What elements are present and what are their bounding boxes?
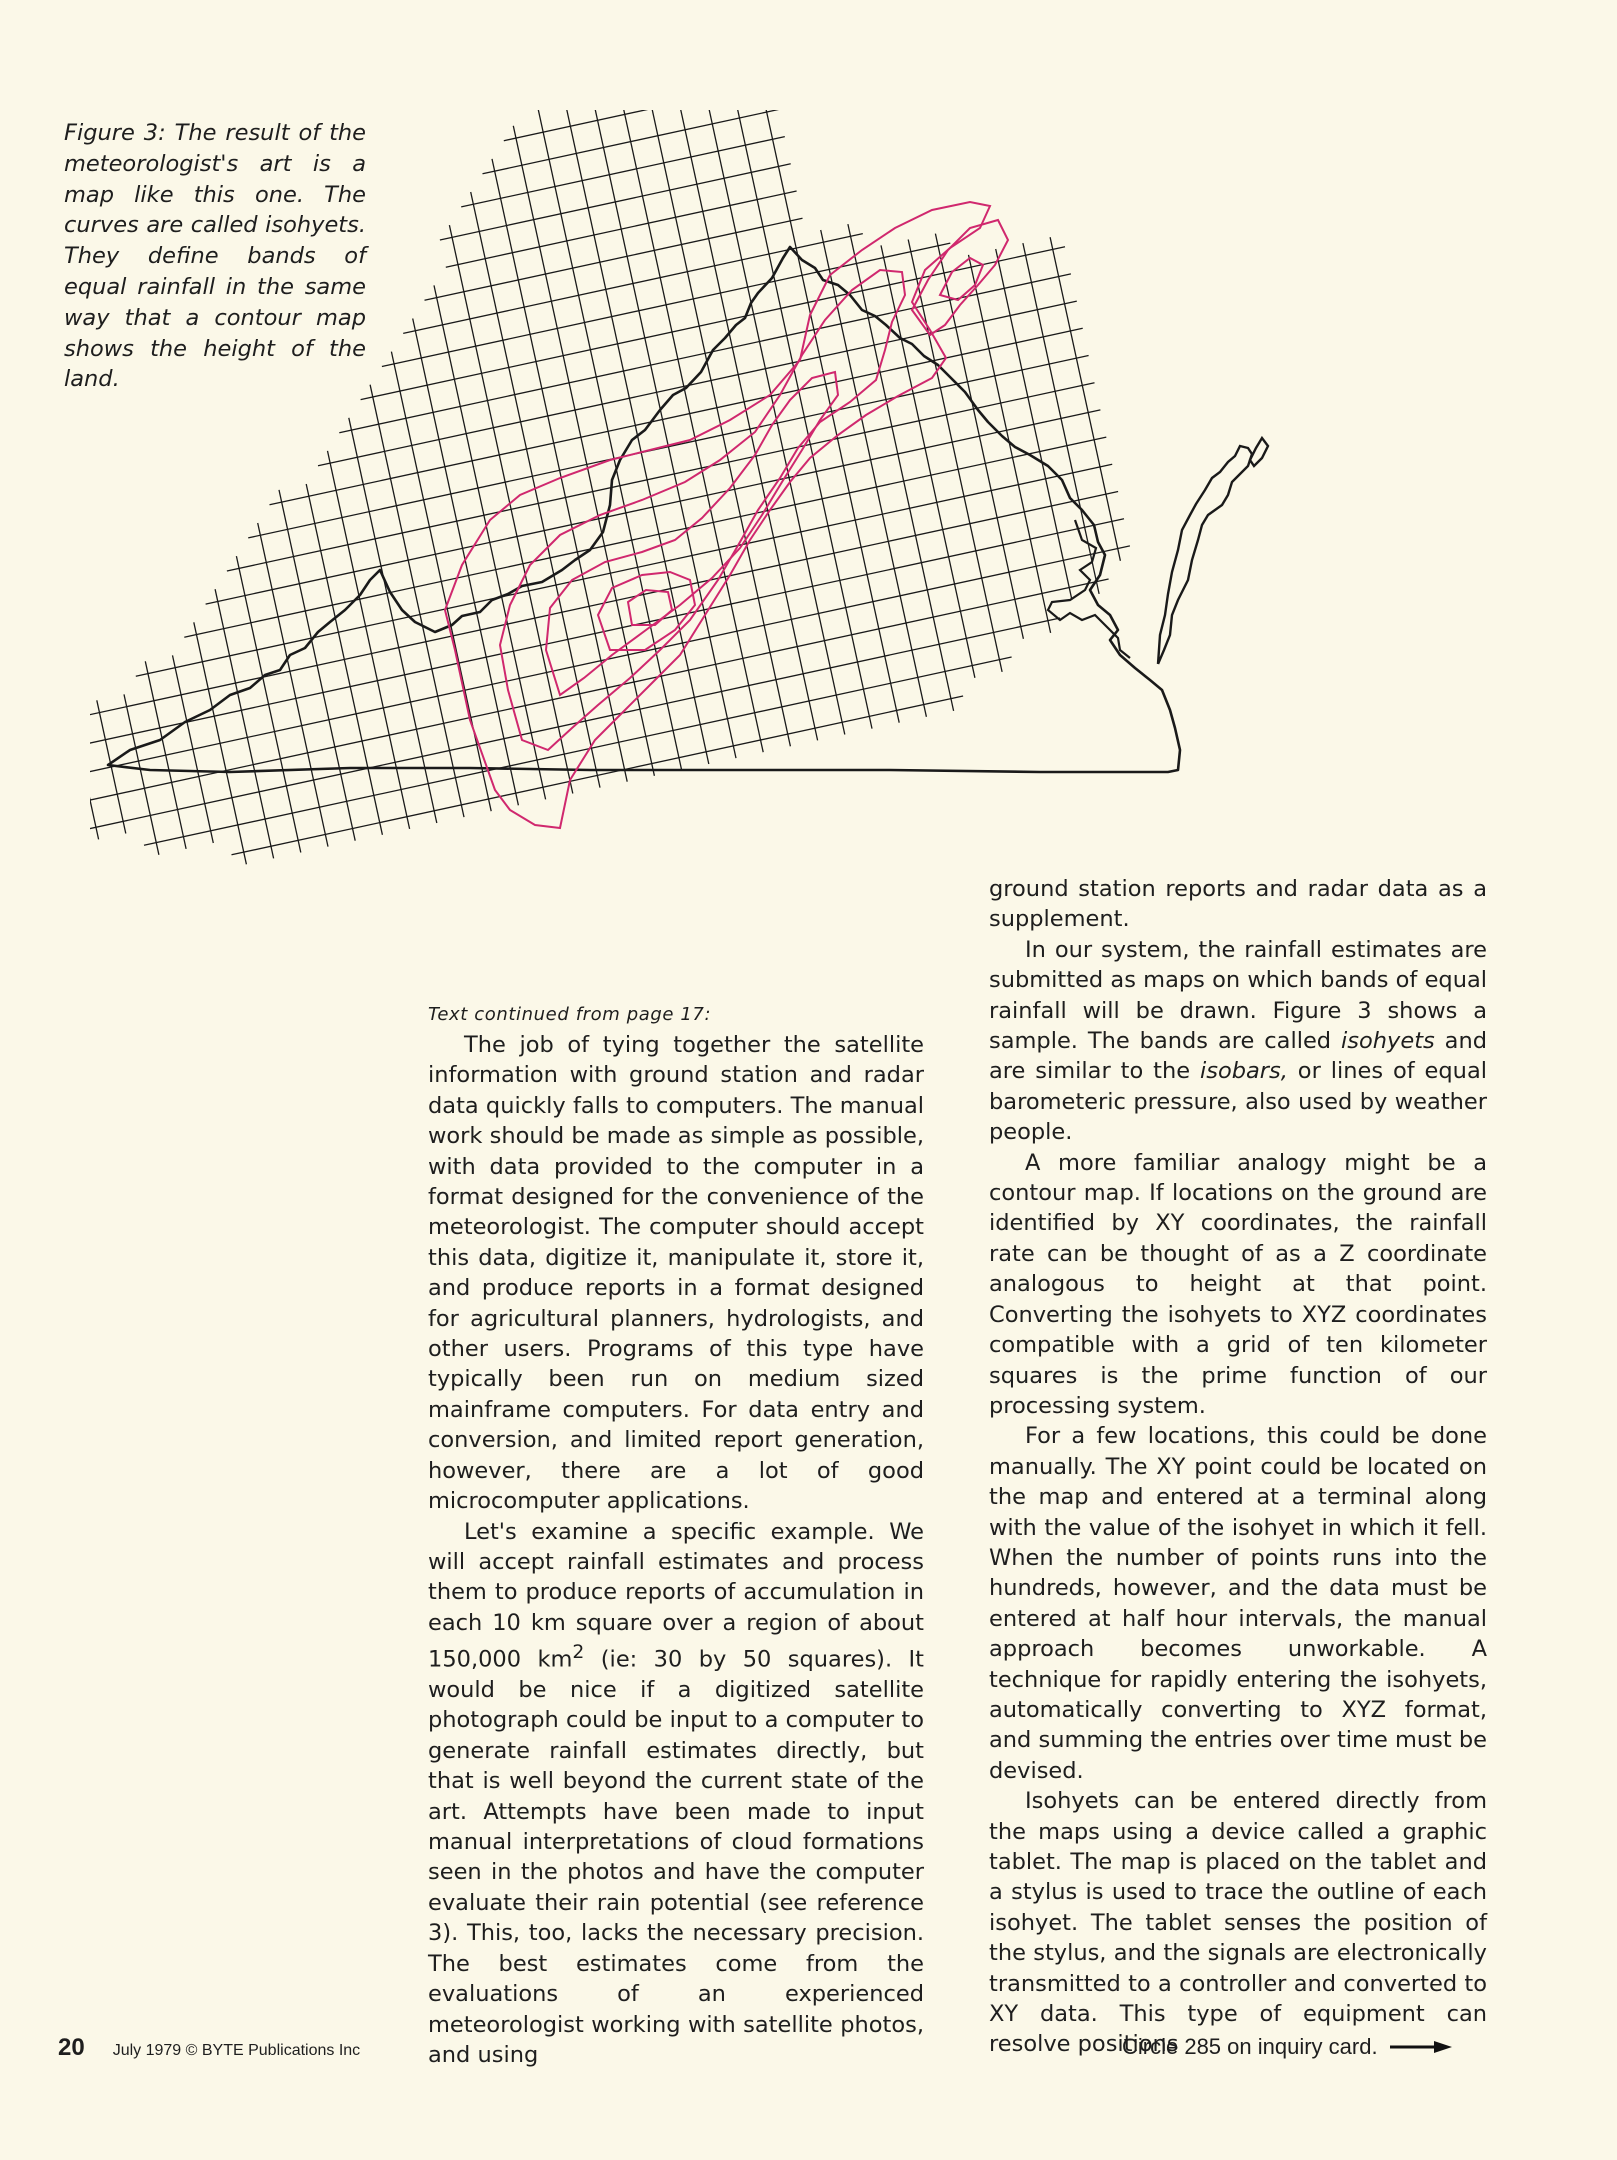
- isohyet-ne-band: [912, 220, 1008, 335]
- inquiry-text: Circle 285 on inquiry card.: [1122, 2034, 1378, 2059]
- continued-note: Text continued from page 17:: [428, 1004, 712, 1025]
- isohyet-contours: [445, 202, 1008, 828]
- page-footer: [58, 2034, 360, 2064]
- paragraph: [428, 1517, 924, 2071]
- text-column-2: [989, 874, 1487, 2060]
- text-run: Let's examine a specific example. We will accept rainfall estimates and process them to produce reports of accumulation in each 10 km square over a region of about 150,000 km: [428, 1518, 924, 1673]
- grid-line: [90, 519, 1124, 749]
- grid-line: [461, 137, 785, 207]
- text-column-1: [428, 1000, 924, 2070]
- grid-line: [403, 234, 863, 334]
- text-run: and are similar to the: [989, 1028, 1488, 1085]
- grid-line: [258, 523, 328, 847]
- paragraph: The job of tying together the satellite information with ground station and radar data quickly falls to computers. The manual work should be made as simple as possible, with data provided to the computer in a format designed for the convenience of the meteorologist. The computer should accept this data, digitize it, manipulate it, store it, and produce reports in a format designed for agricultural planners, hydrologists, and other users. Programs of this type have typically been run on medium sized mainframe computers. For data entry and conversion, and limited report generation, however, there are a lot of good microcomputer applications.: [428, 1032, 924, 1515]
- grid-line: [471, 192, 600, 788]
- emphasis: isobars,: [1199, 1058, 1288, 1085]
- paragraph: A more familiar analogy might be a contour map. If locations on the ground are identified by XY coordinates, the rainfall rate can be thought of as a Z coordinate analogous to height at that point. Converting the isohyets to XYZ coordinates compatible with a grid of ten kilometer squares is the prime function of our processing system.: [989, 1149, 1487, 1419]
- isohyet-map-figure: [90, 110, 1470, 980]
- grid-line: [440, 164, 791, 240]
- grid-line: [136, 464, 1112, 676]
- grid-line: [184, 437, 1106, 637]
- grid-line: [370, 385, 464, 817]
- cape-charles-tip: [1250, 438, 1268, 466]
- arrow-right-icon: [1390, 2040, 1452, 2054]
- figure-caption: Figure 3: The result of the meteorologist's art is a map like this one. The curves are called isohyets. They define bands of equal rainfall in the same way that a contour map shows the height of the land.: [64, 120, 366, 393]
- text-run: (ie: 30 by 50 squares). It would be nice if a digitized satellite photograph could be input to a computer to generate rainfall estimates directly, but that is well beyond the current state of the art. Attempts have been made to input manual interpretations of cloud formations seen in the photos and have the computer evaluate their rain potential (see reference 3). This, too, lacks the necessary precision. The best estimates come from the evaluations of an experienced meteorologist working with satellite photos, and using: [428, 1646, 924, 2068]
- grid-line: [848, 224, 954, 711]
- isohyet-inner: [628, 590, 672, 625]
- superscript: 2: [572, 1642, 585, 1664]
- grid-line: [90, 733, 99, 839]
- grid-line: [90, 546, 1130, 776]
- grid-line: [90, 618, 1060, 830]
- paragraph: [989, 935, 1487, 1148]
- text-run: or lines of equal barometeric pressure, also used by weather people.: [989, 1058, 1487, 1146]
- page-number: 20: [58, 2034, 85, 2061]
- grid-line: [821, 230, 927, 717]
- grid-line: [248, 356, 1088, 538]
- copyright-credit: July 1979 © BYTE Publications Inc: [112, 2042, 361, 2059]
- grid-line: [908, 240, 1002, 672]
- grid-line: [483, 110, 779, 174]
- grid-line: [361, 247, 1065, 400]
- eastern-shore-outline: [1158, 446, 1252, 664]
- grid-line: [881, 245, 975, 677]
- grid-line: [318, 301, 1077, 466]
- grid-line: [124, 694, 159, 854]
- paragraph: Isohyets can be entered directly from the maps using a device called a graphic tablet. The map is placed on the tablet and a stylus is used to trace the outline of each isohyet. The tablet senses the position of the stylus, and the signals are electronically transmitted to a controller and converted to XY data. This type of equipment can resolve positions: [989, 1788, 1487, 2058]
- map-grid: [90, 110, 1130, 864]
- text-run: In our system, the rainfall estimates are submitted as maps on which bands of equal rainfall will be drawn. Figure 3 shows a sample. The bands are called: [989, 936, 1487, 1055]
- inquiry-note: [1122, 2034, 1452, 2064]
- grid-line: [446, 191, 797, 267]
- emphasis: isohyets: [1341, 1028, 1435, 1055]
- paragraph: ground station reports and radar data as a supplement.: [989, 876, 1487, 933]
- grid-line: [413, 319, 519, 806]
- grid-line: [735, 110, 900, 723]
- paragraph: For a few locations, this could be done manually. The XY point could be located on the map and entered at a terminal along with the value of the isohyet in which it fell. When the number of points runs into the hundreds, however, and the data must be entered at half hour intervals, the manual approach becomes unworkable. A technique for rapidly entering the isohyets, automatically converting to XYZ format, and summing the entries over time must be devised.: [989, 1423, 1487, 1784]
- grid-line: [215, 589, 274, 858]
